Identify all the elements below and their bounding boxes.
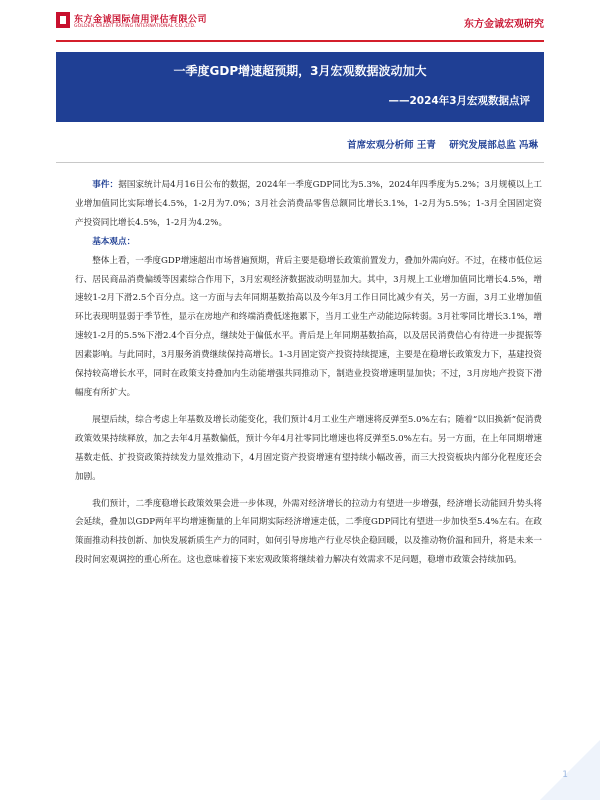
- paragraph-gap: [75, 487, 542, 495]
- event-label: 事件：: [92, 180, 119, 190]
- basic-view-heading: [75, 233, 542, 252]
- company-name-cn: 东方金诚国际信用评估有限公司: [74, 15, 208, 25]
- event-text: 据国家统计局4月16日公布的数据，2024年一季度GDP同比为5.3%，2024年四季度为5.2%；3月规模以上工业增加值同比实际增长4.5%，1-2月为7.0%；3月社会消费品零售总额同比增长3.1%，1-2月为5.5%；1-3月全国固定资产投资同比增长4.5%，1-2月为4.2%。: [75, 180, 542, 228]
- corner-decoration: [540, 740, 600, 800]
- company-name-en: GOLDEN CREDIT RATING INTERNATIONAL CO.,LTD.: [74, 24, 196, 29]
- author-line: [347, 137, 538, 151]
- header-divider: [56, 40, 544, 42]
- body-paragraph: 展望后续，综合考虑上年基数及增长动能变化，我们预计4月工业生产增速将反弹至5.0%左右；随着“以旧换新”促消费政策效果持续释放，加之去年4月基数偏低，预计今年4月社零同比增速也将反弹至5.0%左右。另一方面，在上年同期增速基数走低、扩投资政策持续发力显效推动下，4月固定资产投资增速有望持续小幅改善，而三大投资板块内部分化程度还会加剧。: [75, 414, 542, 482]
- page-number: 1: [562, 770, 568, 780]
- page-header: [56, 12, 544, 38]
- basic-view-label: 基本观点：: [92, 236, 136, 247]
- body-paragraph: 我们预计，二季度稳增长政策效果会进一步体现，外需对经济增长的拉动力有望进一步增强，经济增长动能回升势头将会延续，叠加以GDP两年平均增速衡量的上年同期实际经济增速走低，二季度GDP同比有望进一步加快至5.4%左右。在政策面推动科技创新、加快发展新质生产力的同时，如何引导房地产行业尽快企稳回暖，以及推动物价温和回升，将是未来一段时间宏观调控的重心所在。这也意味着接下来宏观政策将继续着力解决有效需求不足问题，稳增市政策会持续加码。: [75, 498, 542, 566]
- report-title: 一季度GDP增速超预期，3月宏观数据波动加大: [173, 64, 427, 78]
- title-banner: [56, 52, 544, 122]
- report-body: [75, 176, 542, 570]
- paragraph-gap: [75, 403, 542, 411]
- header-section-title: 东方金诚宏观研究: [464, 19, 544, 30]
- author-chief-analyst: 首席宏观分析师 王青: [347, 140, 436, 151]
- report-subtitle: ——2024年3月宏观数据点评: [388, 95, 530, 107]
- body-paragraph: 整体上看，一季度GDP增速超出市场普遍预期，背后主要是稳增长政策前置发力，叠加外需向好。不过，在楼市低位运行、居民商品消费偏缓等因素综合作用下，3月宏观经济数据波动明显加大。其中，3月规上工业增加值同比增长4.5%，增速较1-2月下滑2.5个百分点。这一方面与去年同期基数抬高以及今年3月工作日同比减少有关，另一方面，3月工业增加值环比表现明显弱于季节性，显示在房地产和终端消费低迷拖累下，当月工业生产动能边际转弱。3月社零同比增长3.1%，增速较1-2月的5.5%下滑2.4个百分点，继续处于偏低水平。背后是上年同期基数抬高，以及居民消费信心有待进一步提振等因素影响。与此同时，3月服务消费继续保持高增长。1-3月固定资产投资持续提速，主要是在稳增长政策发力下，基建投资保持较高增长水平，同时在政策支持叠加内生动能增强共同推动下，制造业投资增速明显加快；不过，3月房地产投资下滑幅度有所扩大。: [75, 255, 542, 398]
- author-research-director: 研究发展部总监 冯琳: [449, 140, 538, 151]
- company-logo-icon: [56, 12, 70, 28]
- event-paragraph: [75, 176, 542, 233]
- author-divider: [56, 162, 544, 163]
